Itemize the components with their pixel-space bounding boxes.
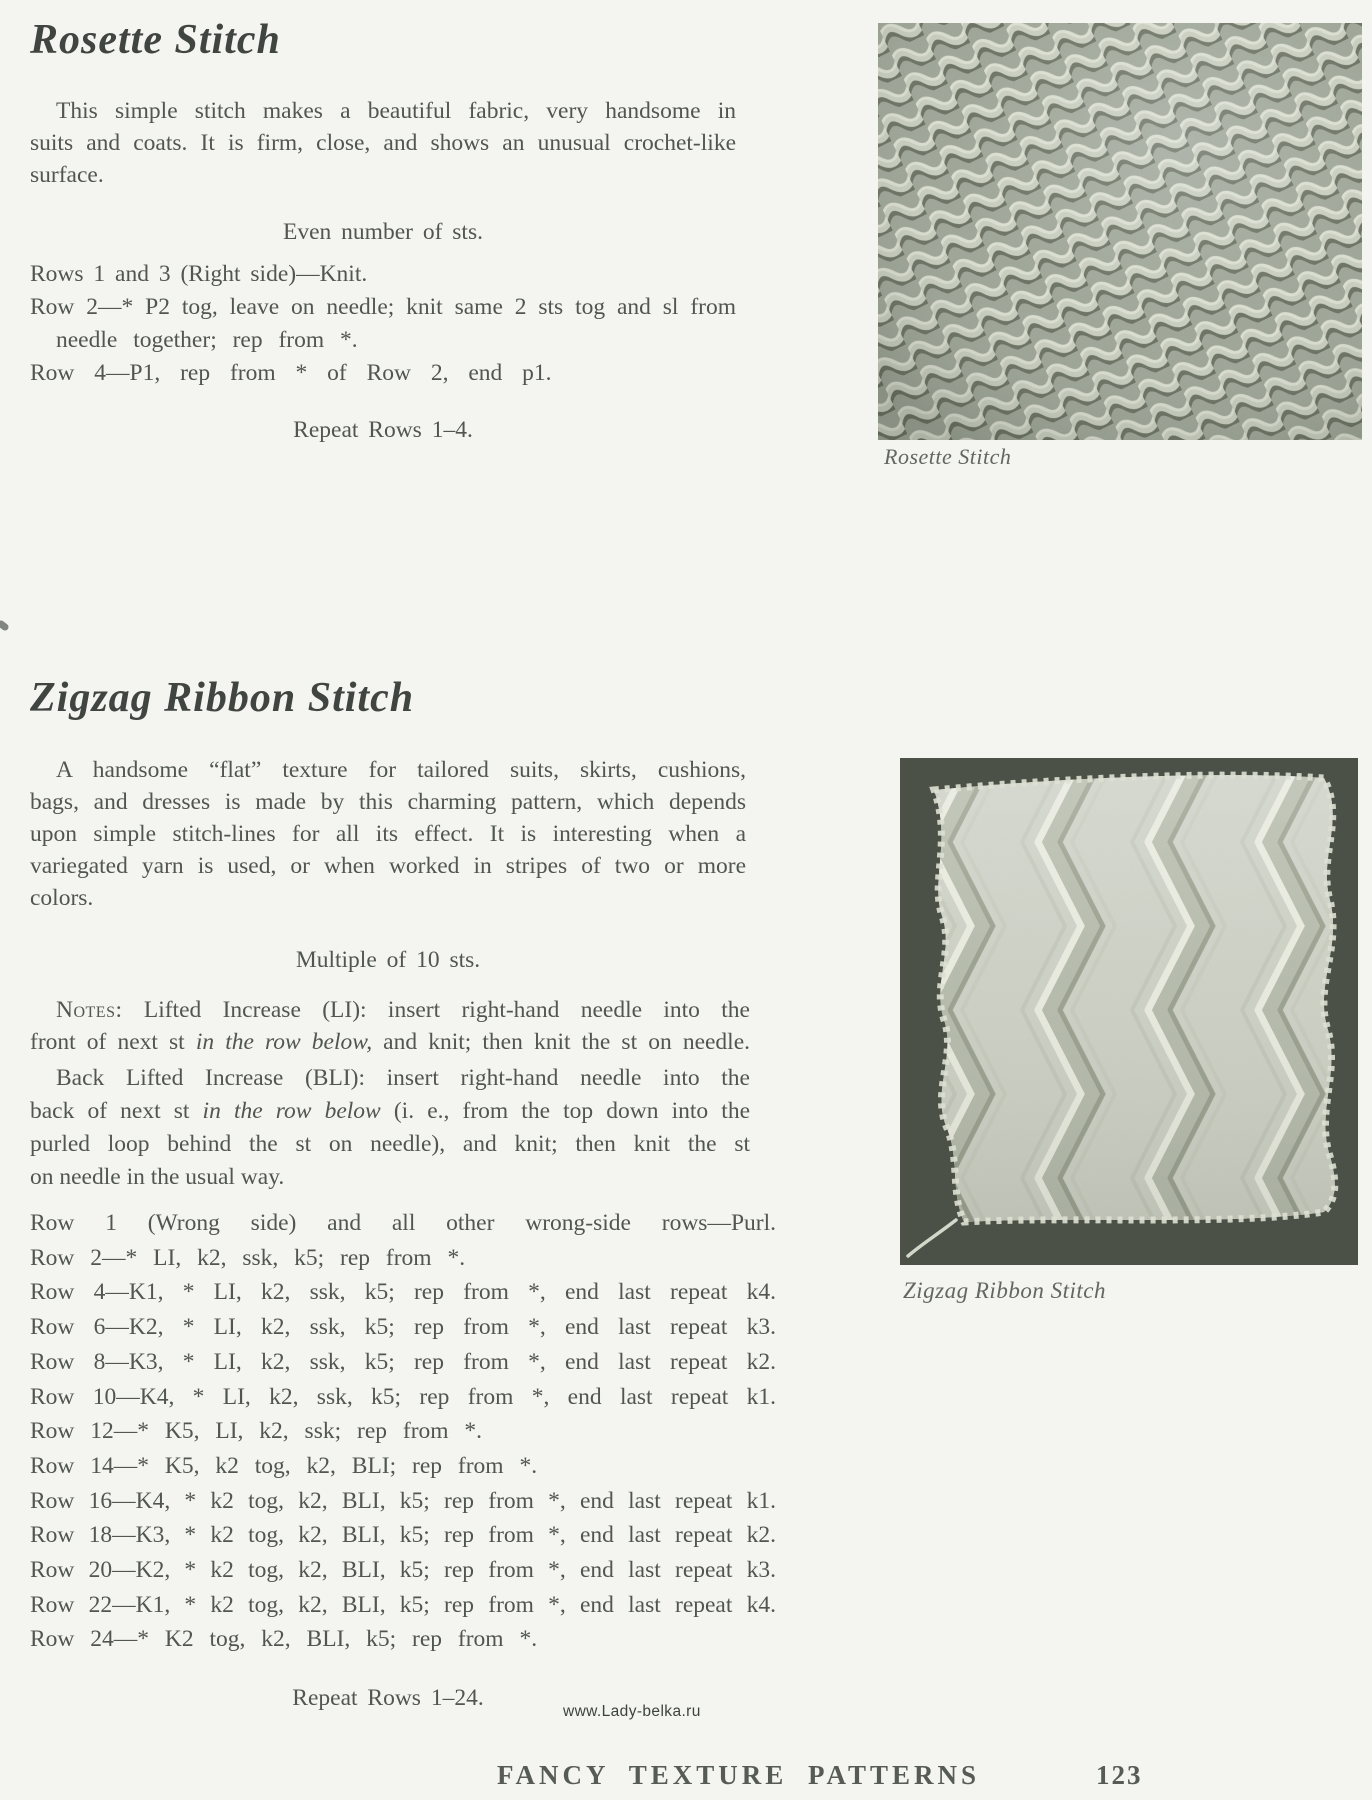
- instruction-line: Row 10—K4, * LI, k2, ssk, k5; rep from *, end last repeat k1.: [30, 1383, 776, 1410]
- rosette-swatch-photo: [878, 23, 1362, 440]
- rosette-stitch-count: Even number of sts.: [283, 219, 483, 245]
- instruction-line: Row 2—* LI, k2, ssk, k5; rep from *.: [30, 1244, 466, 1271]
- instruction-line: Row 24—* K2 tog, k2, BLI, k5; rep from *.: [30, 1626, 538, 1653]
- instruction-line: needle together; rep from *.: [56, 327, 358, 353]
- zigzag-intro-paragraph: [30, 754, 746, 914]
- zigzag-instructions: [30, 1206, 776, 1657]
- instruction-line: Row 18—K3, * k2 tog, k2, BLI, k5; rep from *, end last repeat k2.: [30, 1522, 776, 1549]
- zigzag-photo-caption: Zigzag Ribbon Stitch: [903, 1278, 1106, 1303]
- page-number: 123: [1096, 1760, 1143, 1790]
- text-line: [30, 1026, 750, 1058]
- text-line: suits and coats. It is firm, close, and shows an unusual crochet-like: [30, 130, 736, 156]
- zigzag-repeat-note: Repeat Rows 1–24.: [292, 1685, 484, 1711]
- text-line: bags, and dresses is made by this charming pattern, which depends: [30, 789, 746, 815]
- instruction-line: Row 1 (Wrong side) and all other wrong-side rows—Purl.: [30, 1210, 776, 1236]
- text-line: Back Lifted Increase (BLI): insert right-hand needle into the: [56, 1065, 750, 1091]
- notes-label: Notes:: [56, 997, 123, 1023]
- zigzag-notes-bli-paragraph: [30, 1062, 750, 1194]
- text-line: on needle in the usual way.: [30, 1164, 285, 1190]
- text-line: upon simple stitch-lines for all its effect. It is interesting when a: [30, 821, 746, 847]
- text-line: surface.: [30, 162, 104, 188]
- text-line: [30, 1095, 750, 1128]
- text-line: purled loop behind the st on needle), and knit; then knit the st: [30, 1131, 750, 1157]
- zigzag-notes-li-paragraph: [30, 994, 750, 1058]
- text-segment: back of next st: [30, 1098, 203, 1124]
- rosette-section-title: Rosette Stitch: [30, 17, 281, 63]
- scan-artifact-mark: [0, 619, 10, 632]
- text-line: colors.: [30, 885, 94, 911]
- rosette-instructions: [30, 258, 736, 390]
- text-segment: Lifted Increase (LI): insert right-hand needle into the: [122, 997, 750, 1023]
- instruction-line: Row 6—K2, * LI, k2, ssk, k5; rep from *, end last repeat k3.: [30, 1314, 776, 1341]
- instruction-line: Row 4—K1, * LI, k2, ssk, k5; rep from *, end last repeat k4.: [30, 1279, 776, 1306]
- zigzag-section-title: Zigzag Ribbon Stitch: [30, 675, 415, 721]
- text-segment: and knit; then knit the st on needle.: [372, 1029, 751, 1055]
- instruction-line: Row 16—K4, * k2 tog, k2, BLI, k5; rep from *, end last repeat k1.: [30, 1487, 776, 1514]
- text-segment-italic: in the row below,: [195, 1029, 373, 1055]
- zigzag-stitch-count: Multiple of 10 sts.: [295, 947, 481, 973]
- instruction-line: Row 22—K1, * k2 tog, k2, BLI, k5; rep from *, end last repeat k4.: [30, 1591, 776, 1618]
- instruction-line: Rows 1 and 3 (Right side)—Knit.: [30, 261, 368, 287]
- rosette-repeat-note: Repeat Rows 1–4.: [293, 417, 473, 443]
- watermark-text: www.Lady-belka.ru: [563, 1703, 701, 1720]
- text-segment-italic: in the row below: [202, 1098, 381, 1124]
- text-line: A handsome “flat” texture for tailored suits, skirts, cushions,: [56, 757, 746, 783]
- rosette-intro-paragraph: [30, 95, 736, 191]
- text-line: This simple stitch makes a beautiful fabric, very handsome in: [56, 98, 736, 124]
- instruction-line: Row 2—* P2 tog, leave on needle; knit same 2 sts tog and sl from: [30, 294, 736, 320]
- instruction-line: Row 4—P1, rep from * of Row 2, end p1.: [30, 360, 552, 386]
- text-segment: front of next st: [30, 1029, 196, 1055]
- zigzag-swatch-photo: [900, 758, 1358, 1265]
- text-segment: (i. e., from the top down into the: [380, 1098, 750, 1124]
- text-line: [30, 994, 750, 1026]
- running-footer-title: FANCY TEXTURE PATTERNS: [497, 1760, 981, 1790]
- instruction-line: Row 14—* K5, k2 tog, k2, BLI; rep from *.: [30, 1452, 538, 1479]
- instruction-line: Row 12—* K5, LI, k2, ssk; rep from *.: [30, 1418, 483, 1445]
- text-line: variegated yarn is used, or when worked in stripes of two or more: [30, 853, 746, 879]
- instruction-line: Row 20—K2, * k2 tog, k2, BLI, k5; rep from *, end last repeat k3.: [30, 1557, 776, 1584]
- instruction-line: Row 8—K3, * LI, k2, ssk, k5; rep from *, end last repeat k2.: [30, 1348, 776, 1375]
- rosette-photo-caption: Rosette Stitch: [884, 444, 1012, 469]
